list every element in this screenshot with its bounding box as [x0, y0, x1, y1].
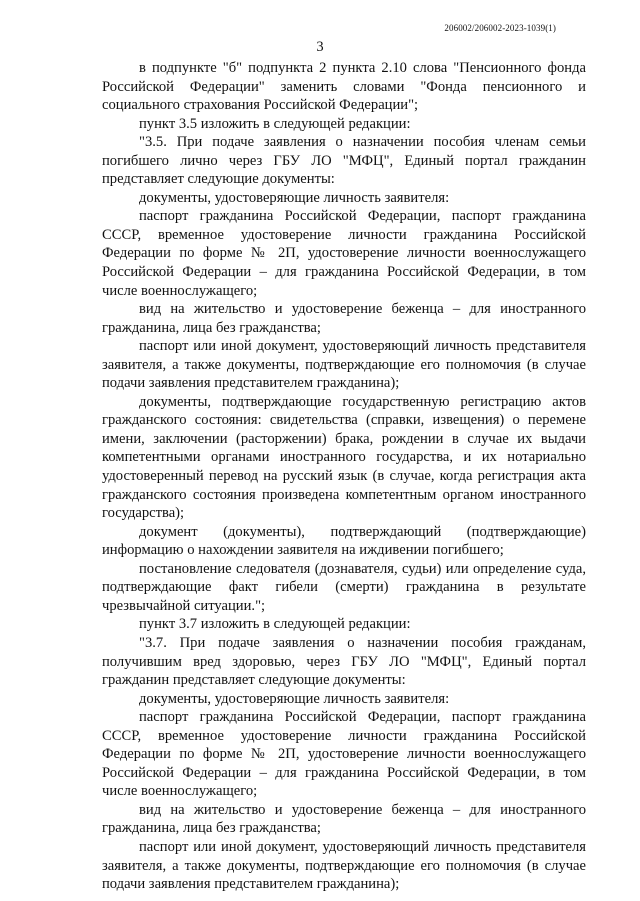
paragraph: пункт 3.5 изложить в следующей редакции: — [139, 115, 411, 132]
paragraph: документы, удостоверяющие личность заявителя: — [139, 189, 450, 206]
paragraph: документ (документы), подтверждающий (подтверждающие) информацию о нахождении заявителя на иждивении погибшего; — [102, 523, 586, 559]
paragraph: "3.5. При подаче заявления о назначении пособия членам семьи погибшего лично через ГБУ ЛО "МФЦ", Единый портал гражданин представляет следующие документы: — [102, 134, 586, 188]
paragraph: документы, удостоверяющие личность заявителя: — [139, 690, 450, 707]
paragraph: "3.7. При подаче заявления о назначении пособия гражданам, получившим вред здоровью, через ГБУ ЛО "МФЦ", Единый портал гражданин представляет следующие документы: — [102, 634, 586, 689]
page-number: 3 — [316, 39, 324, 55]
paragraph: паспорт гражданина Российской Федерации, паспорт гражданина СССР, временное удостоверение личности гражданина Российской Федерации по форме № 2П, удостоверение личности военнослужащего Российской Федерации – для гражданина Российской Федерации, в том числе военнослужащего; — [102, 709, 586, 800]
paragraph: паспорт гражданина Российской Федерации, паспорт гражданина СССР, временное удостоверение личности гражданина Российской Федерации по форме № 2П, удостоверение личности военнослужащего Российской Федерации – для гражданина Российской Федерации, в том числе военнослужащего; — [102, 208, 586, 299]
paragraph: паспорт или иной документ, удостоверяющий личность представителя заявителя, а также документы, подтверждающие его полномочия (в случае подачи заявления представителем гражданина); — [102, 838, 586, 893]
paragraph: паспорт или иной документ, удостоверяющий личность представителя заявителя, а также документы, подтверждающие его полномочия (в случае подачи заявления представителем гражданина); — [102, 338, 586, 392]
paragraph: вид на жительство и удостоверение беженца – для иностранного гражданина, лица без гражданства; — [102, 801, 586, 837]
paragraph: в подпункте "б" подпункта 2 пункта 2.10 слова "Пенсионного фонда Российской Федерации" заменить словами "Фонда пенсионного и социального страхования Российской Федерации"; — [102, 60, 586, 114]
paragraph: пункт 3.7 изложить в следующей редакции: — [139, 616, 411, 633]
paragraph: постановление следователя (дознавателя, судьи) или определение суда, подтверждающие факт гибели (смерти) гражданина в результате чрезвычайной ситуации."; — [102, 560, 586, 614]
document-body — [102, 59, 586, 894]
document-registration-number: 206002/206002-2023-1039(1) — [444, 23, 556, 33]
paragraph: документы, подтверждающие государственную регистрацию актов гражданского состояния: свидетельства (справки, извещения) о перемене имени, заключении (расторжении) брака, рождении в случае их выдачи компетентными органами иностранного государства, и их нотариально удостоверенный перевод на русский язык (в случае, когда регистрация акта гражданского состояния произведена компетентным органом иностранного государства); — [102, 393, 586, 522]
paragraph: вид на жительство и удостоверение беженца – для иностранного гражданина, лица без гражданства; — [102, 301, 586, 336]
